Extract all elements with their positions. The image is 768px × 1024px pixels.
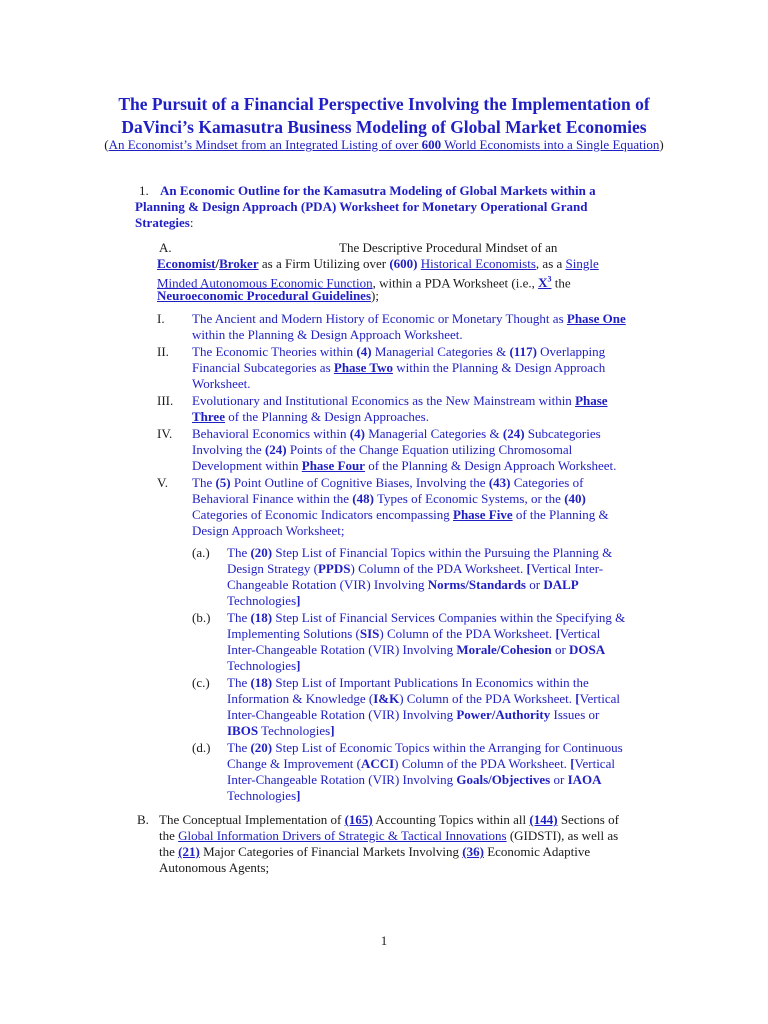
roman-v-num-48: (48)	[352, 491, 374, 506]
roman-v-text-c: Categories of	[510, 475, 584, 490]
sub-c-abbr: I&K	[373, 691, 400, 706]
roman-iii-text-b: of the Planning & Design Approaches.	[224, 409, 429, 424]
sub-b-text-c: Implementing Solutions (	[227, 626, 360, 641]
sub-b-text-f: Inter-Changeable Rotation (VIR) Involving	[227, 642, 457, 657]
sub-d-text-h: Technologies	[227, 788, 297, 803]
sub-c-text-e: Vertical	[579, 691, 620, 706]
sub-b-bracket-close: ]	[296, 658, 301, 673]
roman-v-text-a: The	[192, 475, 216, 490]
item-a-line-2	[157, 256, 599, 272]
roman-v-num-43: (43)	[488, 475, 511, 490]
sub-b-keyword-1: Morale/Cohesion	[456, 642, 552, 657]
roman-iv-text-g: of the Planning & Design Approach Worksheet.	[364, 458, 617, 473]
sub-d-text-b: Step List of Economic Topics within the Arranging for Continuous	[272, 740, 623, 755]
sub-d-text-d: ) Column of the PDA Worksheet.	[394, 756, 571, 771]
broker-link[interactable]: Broker	[219, 256, 259, 271]
phase-two-link[interactable]: Phase Two	[333, 360, 393, 375]
roman-ii-text-e: within the Planning & Design Approach	[393, 360, 606, 375]
title-line-2: DaVinci’s Kamasutra Business Modeling of Global Market Economies	[121, 117, 647, 137]
sub-b-text-b: Step List of Financial Services Companies within the Specifying &	[272, 610, 626, 625]
item-a-line-4	[157, 288, 379, 304]
item-b-text-e: (GIDSTI), as well as	[506, 828, 619, 843]
sub-b-line-2	[227, 626, 600, 642]
roman-v-num-5: (5)	[215, 475, 231, 490]
roman-ii-label: II.	[157, 344, 169, 359]
section-1-heading-line-1: An Economic Outline for the Kamasutra Modeling of Global Markets within a	[160, 183, 596, 198]
sub-a-text-h: Technologies	[227, 593, 297, 608]
sub-c-text-h: Technologies	[258, 723, 331, 738]
phase-three-link-part-1[interactable]: Phase	[575, 393, 608, 408]
sub-a-label: (a.)	[192, 545, 210, 560]
sub-d-text-f: Inter-Changeable Rotation (VIR) Involving	[227, 772, 457, 787]
item-b-text-f: the	[159, 844, 179, 859]
item-b-label: B.	[137, 812, 149, 827]
sub-a-abbr: PPDS	[317, 561, 351, 576]
as-a-text: , as a	[535, 256, 566, 271]
subtitle-link-part-2[interactable]: World Economists into a Single Equation	[441, 137, 660, 152]
sub-d-line-2	[227, 756, 615, 772]
roman-v-text-b: Point Outline of Cognitive Biases, Involving the	[230, 475, 489, 490]
sub-c-bracket-close: ]	[330, 723, 335, 738]
item-b-line-3	[159, 844, 590, 860]
roman-iv-line-2	[192, 442, 572, 458]
roman-i-line-2: within the Planning & Design Approach Worksheet.	[192, 327, 463, 342]
subtitle-close-paren: )	[659, 137, 664, 152]
roman-i-label: I.	[157, 311, 165, 326]
sub-d-bracket-close: ]	[296, 788, 301, 803]
section-1-number: 1.	[139, 183, 149, 198]
sub-d-text-a: The	[227, 740, 251, 755]
item-a-intro: The Descriptive Procedural Mindset of an	[339, 240, 558, 255]
roman-iv-text-a: Behavioral Economics within	[192, 426, 350, 441]
minded-function-link[interactable]: Minded Autonomous Economic Function	[157, 275, 373, 291]
sub-c-label: (c.)	[192, 675, 210, 690]
sub-c-text-g: Issues or	[550, 707, 600, 722]
sub-a-keyword-2: DALP	[543, 577, 579, 592]
sub-c-line-2	[227, 691, 620, 707]
roman-i-text: The Ancient and Modern History of Economic or Monetary Thought as	[192, 311, 567, 326]
item-b-text-c: Sections of	[557, 812, 619, 827]
item-b-text-a: The Conceptual Implementation of	[159, 812, 345, 827]
roman-v-text-e: Types of Economic Systems, or the	[373, 491, 565, 506]
roman-iii-text: Evolutionary and Institutional Economics as the New Mainstream within	[192, 393, 576, 408]
sub-c-line-3	[227, 707, 599, 723]
item-b-line-1	[159, 812, 619, 828]
sub-a-num: (20)	[250, 545, 273, 560]
roman-iv-text-f: Development within	[192, 458, 302, 473]
roman-v-text-f: Categories of Economic Indicators encompassing	[192, 507, 454, 522]
sub-b-line-1	[227, 610, 625, 626]
roman-ii-text-c: Overlapping	[536, 344, 606, 359]
section-1-heading-colon: :	[189, 215, 194, 230]
sub-d-line-1	[227, 740, 623, 756]
sub-c-text-f: Inter-Changeable Rotation (VIR) Involving	[227, 707, 457, 722]
sub-c-text-a: The	[227, 675, 251, 690]
roman-ii-line-1	[192, 344, 605, 360]
sub-d-num: (20)	[250, 740, 273, 755]
item-b-text-g: Major Categories of Financial Markets Involving	[199, 844, 463, 859]
sub-a-text-g: or	[526, 577, 544, 592]
single-link[interactable]: Single	[565, 256, 599, 271]
item-b-num-21-link[interactable]: (21)	[178, 844, 200, 859]
roman-iv-text-e: Points of the Change Equation utilizing Chromosomal	[286, 442, 573, 457]
roman-v-line-4: Design Approach Worksheet;	[192, 523, 345, 538]
roman-iv-text-d: Involving the	[192, 442, 265, 457]
gidsti-link[interactable]: Global Information Drivers of Strategic & Tactical Innovations	[178, 828, 507, 843]
roman-iii-line-2	[192, 409, 429, 425]
roman-ii-text-b: Managerial Categories &	[371, 344, 510, 359]
item-b-num-165-link[interactable]: (165)	[344, 812, 373, 827]
page-number: 1	[380, 933, 388, 948]
economist-link[interactable]: Economist	[157, 256, 216, 271]
sub-c-text-c: Information & Knowledge (	[227, 691, 374, 706]
roman-iv-num-4: (4)	[349, 426, 365, 441]
roman-iv-line-1	[192, 426, 601, 442]
sub-c-bracket-open: [	[575, 691, 580, 706]
sub-a-text-d: ) Column of the PDA Worksheet.	[350, 561, 527, 576]
roman-ii-text-a: The Economic Theories within	[192, 344, 357, 359]
subtitle-number[interactable]: 600	[421, 137, 442, 152]
roman-v-num-40: (40)	[564, 491, 586, 506]
item-a-label: A.	[159, 240, 172, 255]
sub-b-text-e: Vertical	[559, 626, 601, 641]
sub-b-bracket-open: [	[555, 626, 560, 641]
item-b-num-36-link[interactable]: (36)	[462, 844, 484, 859]
sub-c-keyword-2: IBOS	[227, 723, 259, 738]
item-b-text-d: the	[159, 828, 179, 843]
sub-b-label: (b.)	[192, 610, 211, 625]
sub-b-keyword-2: DOSA	[569, 642, 606, 657]
sub-c-num: (18)	[250, 675, 273, 690]
sub-a-line-4	[227, 593, 300, 609]
title-line-1: The Pursuit of a Financial Perspective Involving the Implementation of	[118, 94, 650, 114]
roman-iv-text-c: Subcategories	[524, 426, 601, 441]
sub-c-text-d: ) Column of the PDA Worksheet.	[399, 691, 576, 706]
item-b-line-2	[159, 828, 618, 844]
sub-d-text-e: Vertical	[574, 756, 615, 771]
sub-d-label: (d.)	[192, 740, 211, 755]
sub-d-text-c: Change & Improvement (	[227, 756, 361, 771]
roman-v-text-d: Behavioral Finance within the	[192, 491, 353, 506]
roman-v-line-2	[192, 491, 586, 507]
historical-economists-link[interactable]: Historical Economists	[420, 256, 536, 271]
roman-iv-line-3	[192, 458, 616, 474]
sub-d-text-g: or	[550, 772, 568, 787]
sub-c-line-1	[227, 675, 589, 691]
sub-b-line-4	[227, 658, 300, 674]
document-subtitle	[40, 137, 728, 153]
sub-b-num: (18)	[250, 610, 273, 625]
roman-iv-text-b: Managerial Categories &	[364, 426, 503, 441]
sub-d-line-4	[227, 788, 300, 804]
item-b-text-b: Accounting Topics within all	[372, 812, 530, 827]
sub-a-keyword-1: Norms/Standards	[427, 577, 526, 592]
sub-b-text-g: or	[551, 642, 570, 657]
phase-one-link[interactable]: Phase One	[566, 311, 626, 326]
roman-iv-label: IV.	[157, 426, 173, 441]
phase-four-link[interactable]: Phase Four	[301, 458, 365, 473]
sub-d-keyword-2: IAOA	[567, 772, 602, 787]
sub-a-text-c: Design Strategy (	[227, 561, 318, 576]
num-600: (600)	[389, 256, 418, 271]
item-b-num-144-link[interactable]: (144)	[529, 812, 558, 827]
sub-a-line-3	[227, 577, 579, 593]
sub-c-keyword-1: Power/Authority	[456, 707, 551, 722]
roman-ii-num-117: (117)	[509, 344, 537, 359]
x3-superscript: 3	[547, 275, 552, 284]
sub-a-bracket-close: ]	[296, 593, 301, 608]
firm-text: as a Firm Utilizing over	[258, 256, 390, 271]
item-a-end: );	[371, 288, 379, 303]
sub-b-text-d: ) Column of the PDA Worksheet.	[379, 626, 556, 641]
the-text: the	[551, 275, 571, 291]
roman-v-line-1	[192, 475, 583, 491]
sub-c-text-b: Step List of Important Publications In Economics within the	[272, 675, 589, 690]
roman-ii-line-3: Worksheet.	[192, 376, 251, 391]
sub-a-line-2	[227, 561, 603, 577]
sub-c-line-4	[227, 723, 335, 739]
section-1-heading-line-3	[135, 215, 194, 231]
sub-d-line-3	[227, 772, 602, 788]
sub-a-text-e: Vertical Inter-	[530, 561, 604, 576]
x3-base: X	[538, 275, 548, 291]
sub-a-text-f: Changeable Rotation (VIR) Involving	[227, 577, 428, 592]
roman-ii-line-2	[192, 360, 605, 376]
document-title	[40, 93, 728, 139]
phase-three-link-part-2[interactable]: Three	[192, 409, 225, 424]
slash-text: /	[215, 256, 220, 271]
sub-a-text-a: The	[227, 545, 251, 560]
sub-a-line-1	[227, 545, 612, 561]
roman-iii-line-1	[192, 393, 608, 409]
sub-b-line-3	[227, 642, 605, 658]
sub-d-keyword-1: Goals/Objectives	[456, 772, 551, 787]
subtitle-open-paren: (	[104, 137, 109, 152]
sub-b-text-h: Technologies	[227, 658, 297, 673]
sub-d-bracket-open: [	[570, 756, 575, 771]
roman-v-line-3	[192, 507, 609, 523]
roman-iv-num-24: (24)	[502, 426, 525, 441]
roman-v-label: V.	[157, 475, 168, 490]
roman-iii-label: III.	[157, 393, 174, 408]
roman-iv-num-24b: (24)	[264, 442, 287, 457]
sub-b-abbr: SIS	[359, 626, 380, 641]
phase-five-link[interactable]: Phase Five	[453, 507, 513, 522]
section-1-heading-line-2: Planning & Design Approach (PDA) Worksheet for Monetary Operational Grand	[135, 199, 588, 214]
x3-link[interactable]	[538, 275, 551, 290]
subtitle-link-part-1[interactable]: An Economist’s Mindset from an Integrated Listing of over	[108, 137, 422, 152]
roman-i-line-1	[192, 311, 626, 327]
sub-b-text-a: The	[227, 610, 251, 625]
item-b-line-4: Autonomous Agents;	[159, 860, 270, 875]
sub-a-text-b: Step List of Financial Topics within the Pursuing the Planning &	[272, 545, 613, 560]
roman-ii-text-d: Financial Subcategories as	[192, 360, 334, 375]
sub-d-abbr: ACCI	[360, 756, 395, 771]
section-1-heading-strategies: Strategies	[135, 215, 190, 230]
within-pda-text: , within a PDA Worksheet (i.e.,	[372, 275, 539, 291]
sub-a-bracket-open: [	[526, 561, 531, 576]
roman-v-text-g: of the Planning &	[512, 507, 609, 522]
roman-ii-num-4: (4)	[356, 344, 372, 359]
neuroeconomic-guidelines-link[interactable]: Neuroeconomic Procedural Guidelines	[157, 288, 371, 303]
item-b-text-h: Economic Adaptive	[483, 844, 591, 859]
